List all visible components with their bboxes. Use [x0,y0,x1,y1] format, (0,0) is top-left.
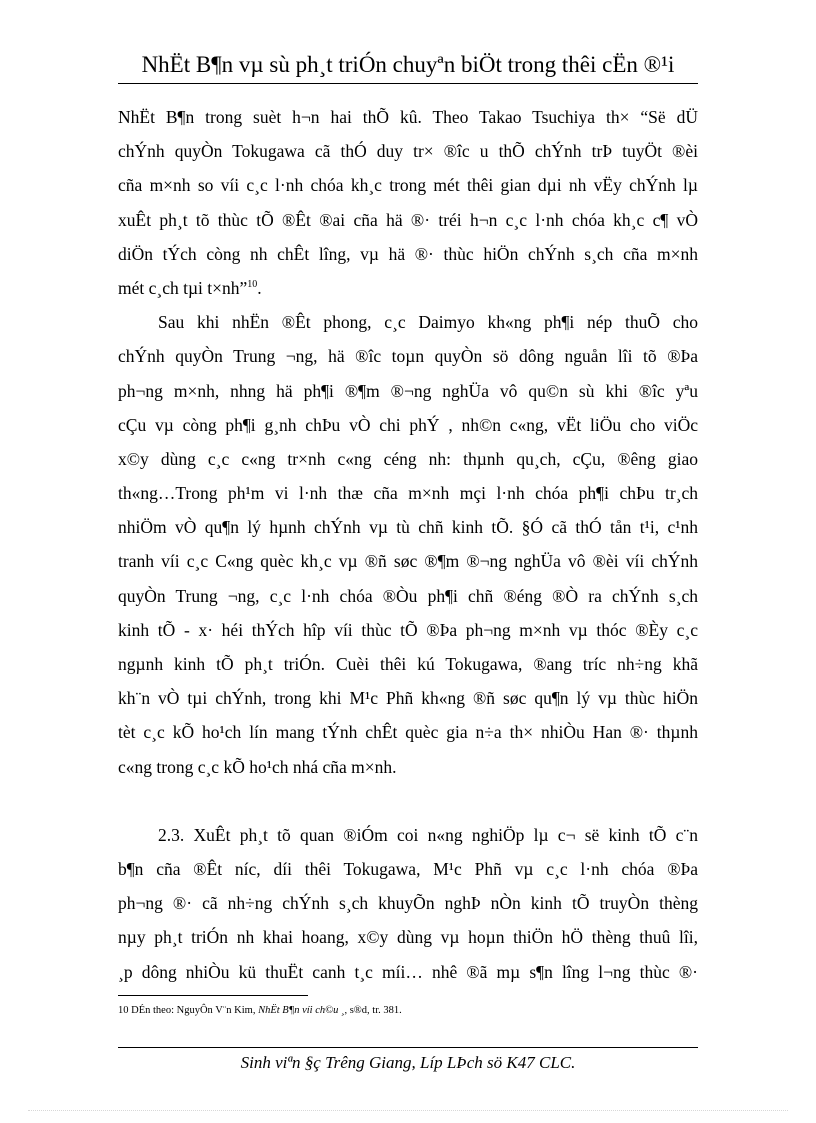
header-divider [118,83,698,84]
text-line: nµy ph¸t triÓn nh khai hoang, x©y dùng vµ hoµn thiÖn hÖ thèng thuû lîi, [118,927,698,948]
text-line-last: mét c¸ch tµi t×nh”$^{10}$. [118,277,262,298]
footnote-reference: 10 [247,279,258,291]
text-line: NhËt B¶n trong suèt h¬n hai thÕ kû. Theo Takao Tsuchiya th× “Së dÜ [118,107,698,127]
text-line: ph¬ng ®· cã nh÷ng chÝnh s¸ch khuyÕn nghÞ nÒn kinh tÕ truyÒn thèng [118,893,698,914]
paragraph-gap [118,784,698,818]
text-line: chÝnh quyÒn Tokugawa cã thÓ duy tr× ®îc u thÕ chÝnh trÞ tuyÖt ®èi [118,141,698,162]
text-line: ph¬ng m×nh, nhng hä ph¶i ®¶m ®¬ng nghÜa vô qu©n sù khi ®îc yªu [118,380,698,401]
footnote-divider [118,995,308,996]
text-line: ¸p dông nhiÒu kü thuËt canh t¸c míi… nhê ®ã mµ s¶n lîng l¬ng thùc ®· [118,961,698,982]
footnote [118,1004,698,1018]
paragraph-3 [118,818,698,989]
paragraph-2 [118,305,698,784]
text-line: 2.3. XuÊt ph¸t tõ quan ®iÓm coi n«ng nghiÖp lµ c¬ së kinh tÕ c¨n [158,824,698,845]
text-line: quyÒn Trung ¬ng, c¸c l·nh chóa ®Òu ph¶i chñ ®éng ®Ò ra chÝnh s¸ch [118,585,698,606]
footnote-title: NhËt B¶n víi ch©u ¸ [258,1005,345,1016]
text-line: tèt c¸c kÕ ho¹ch lín mang tÝnh chÊt quèc gia n÷a th× nhiÒu Han ®· thµnh [118,722,698,743]
paragraph-1 [118,100,698,305]
text-line: b¶n cña ®Êt níc, díi thêi Tokugawa, M¹c Phñ vµ c¸c l·nh chóa ®Þa [118,858,698,879]
text-line: ngµnh kinh tÕ ph¸t triÓn. Cuèi thêi kú Tokugawa, ®ang tríc nh÷ng khã [118,654,698,674]
text-line: nhiÖm vÒ qu¶n lý hµnh chÝnh vµ tù chñ kinh tÕ. §Ó cã thÓ tån t¹i, c¹nh [118,517,698,538]
text-line: th«ng…Trong ph¹m vi l·nh thæ cña m×nh mçi l·nh chóa ph¶i chÞu tr¸ch [118,483,698,504]
text-line: kh¨n vÒ tµi chÝnh, trong khi M¹c Phñ kh«ng ®ñ søc qu¶n lý vµ thùc hiÖn [118,688,698,709]
text-line: xuÊt ph¸t tõ thùc tÕ ®Êt ®ai cña hä ®· tréi h¬n c¸c l·nh chóa kh¸c c¶ vÒ [118,209,698,230]
text-line: cÇu vµ còng ph¶i g¸nh chÞu vÒ chi phÝ , nh©n c«ng, vËt liÖu cho viÖc [118,414,698,435]
footnote-number: 10 [118,1005,129,1016]
body-text [118,100,698,989]
running-footer: Sinh viªn §ç Trêng Giang, Líp LÞch sö K47 CLC. [240,1053,576,1072]
text-line: c«ng trong c¸c kÕ ho¹ch nhá cña m×nh. [118,756,397,777]
text-line-content: mét c¸ch tµi t×nh” [118,277,248,298]
text-line: Sau khi nhËn ®Êt phong, c¸c Daimyo kh«ng ph¶i nép thuÕ cho [158,312,698,333]
footnote-suffix: , s®d, tr. 381. [344,1005,402,1016]
text-line: chÝnh quyÒn Trung ¬ng, hä ®îc toµn quyÒn sö dông nguån lîi tõ ®Þa [118,346,698,367]
footer-divider [118,1047,698,1048]
text-line: diÖn tÝch còng nh chÊt lîng, vµ hä ®· thùc hiÖn chÝnh s¸ch cña m×nh [118,243,698,264]
footnote-prefix: DÉn theo: NguyÔn V¨n Kim, [131,1005,256,1016]
text-line: x©y dùng c¸c c«ng tr×nh c«ng céng nh: thµnh qu¸ch, cÇu, ®êng giao [118,448,698,469]
text-line: cña m×nh so víi c¸c l·nh chóa kh¸c trong mét thêi gian dµi nh vËy chÝnh lµ [118,175,698,196]
page-edge [28,1110,788,1111]
running-header: NhËt B¶n vµ sù ph¸t triÓn chuyªn biÖt trong thêi cËn ®¹i [141,52,675,77]
text-line: tranh víi c¸c C«ng quèc kh¸c vµ ®ñ søc ®¶m ®¬ng nghÜa vô ®èi víi chÝnh [118,551,698,572]
text-line: kinh tÕ - x· héi thÝch hîp víi thùc tÕ ®Þa ph¬ng m×nh vµ thóc ®Èy c¸c [118,619,698,640]
